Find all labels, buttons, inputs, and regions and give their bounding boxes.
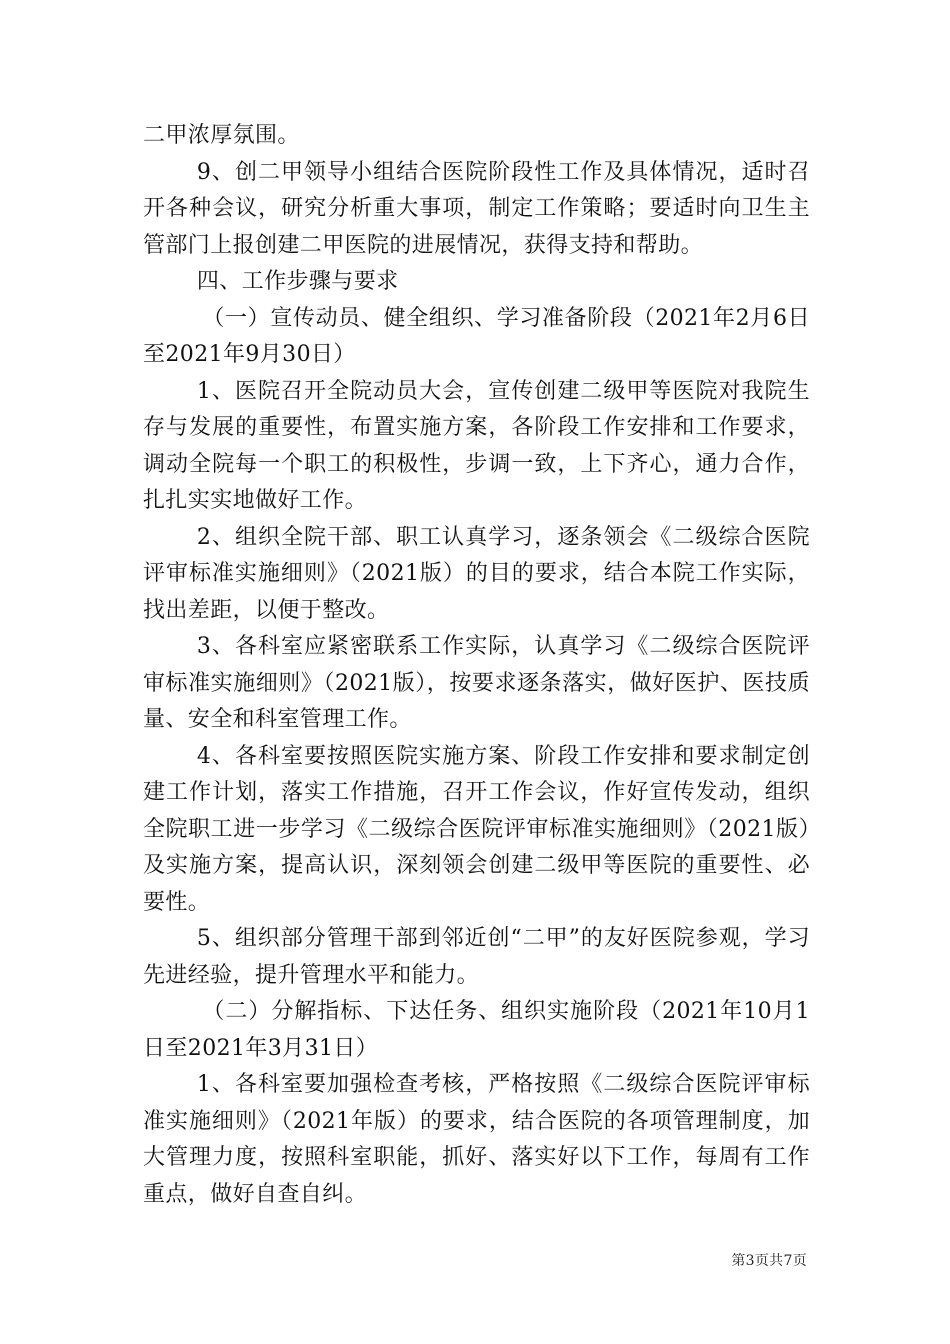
paragraph-phase1-item-5: 5、组织部分管理干部到邻近创“二甲”的友好医院参观，学习先进经验，提升管理水平和能力。	[143, 926, 810, 988]
phase-heading-1: （一）宣传动员、健全组织、学习准备阶段（2021年2月6日至2021年9月30日）	[143, 305, 810, 367]
phase-heading-2: （二）分解指标、下达任务、组织实施阶段（2021年10月1日至2021年3月31日）	[143, 999, 810, 1061]
paragraph-phase1-item-4: 4、各科室要按照医院实施方案、阶段工作安排和要求制定创建工作计划，落实工作措施，召开工作会议，作好宣传发动，组织全院职工进一步学习《二级综合医院评审标准实施细则》（2021版）及实施方案，提高认识，深刻领会创建二级甲等医院的重要性、必要性。	[143, 743, 810, 915]
paragraph-phase1-item-2: 2、组织全院干部、职工认真学习，逐条领会《二级综合医院评审标准实施细则》（2021版）的目的要求，结合本院工作实际，找出差距，以便于整改。	[143, 524, 810, 623]
paragraph-phase1-item-1: 1、医院召开全院动员大会，宣传创建二级甲等医院对我院生存与发展的重要性，布置实施方案，各阶段工作安排和工作要求，调动全院每一个职工的积极性，步调一致，上下齐心，通力合作，扎扎实实地做好工作。	[143, 378, 810, 513]
page-number: 第3页共7页	[731, 1253, 807, 1269]
document-body	[143, 118, 810, 1213]
paragraph-phase1-item-3: 3、各科室应紧密联系工作实际，认真学习《二级综合医院评审标准实施细则》（2021版），按要求逐条落实，做好医护、医技质量、安全和科室管理工作。	[143, 634, 810, 732]
section-heading-4: 四、工作步骤与要求	[196, 269, 399, 294]
paragraph-continuation: 二甲浓厚氛围。	[143, 123, 300, 148]
paragraph-item-9: 9、创二甲领导小组结合医院阶段性工作及具体情况，适时召开各种会议，研究分析重大事项，制定工作策略；要适时向卫生主管部门上报创建二甲医院的进展情况，获得支持和帮助。	[143, 159, 810, 258]
paragraph-phase2-item-1: 1、各科室要加强检查考核，严格按照《二级综合医院评审标准实施细则》（2021年版）的要求，结合医院的各项管理制度，加大管理力度，按照科室职能，抓好、落实好以下工作，每周有工作重点，做好自查自纠。	[143, 1072, 810, 1207]
